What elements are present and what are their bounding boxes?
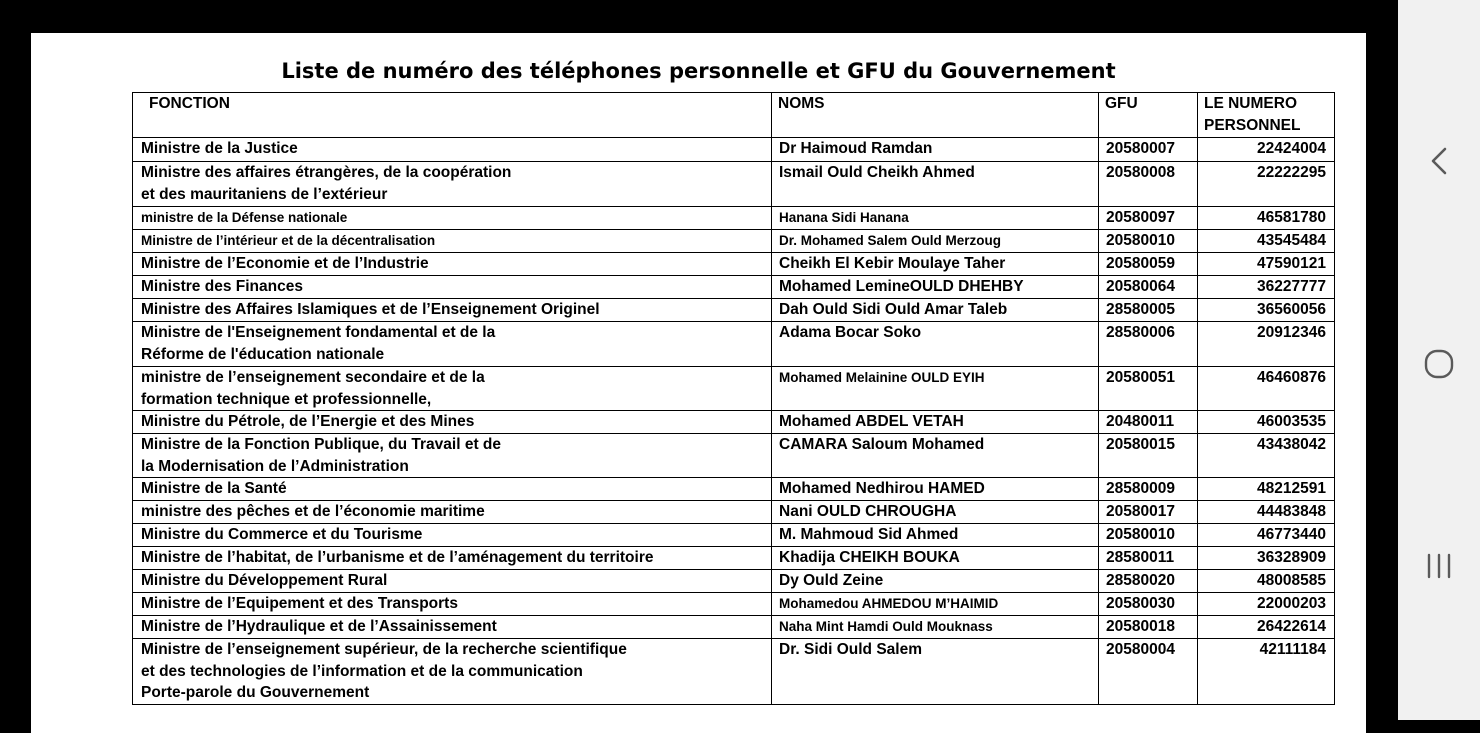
- recents-button[interactable]: [1398, 536, 1480, 596]
- cell-nom: Hanana Sidi Hanana: [772, 207, 1099, 230]
- table-row: [133, 478, 1335, 501]
- cell-nom: Dr. Mohamed Salem Ould Merzoug: [772, 230, 1099, 253]
- cell-numero: 43545484: [1198, 230, 1335, 253]
- table-header-row: [133, 93, 1335, 138]
- cell-fonction: Ministre des Finances: [133, 276, 772, 299]
- cell-nom: Cheikh El Kebir Moulaye Taher: [772, 253, 1099, 276]
- cell-fonction: Ministre de l’intérieur et de la décentralisation: [133, 230, 772, 253]
- header-numero: LE NUMERO PERSONNEL: [1198, 93, 1335, 138]
- chevron-left-icon: [1427, 143, 1451, 179]
- cell-gfu: 20480011: [1099, 411, 1198, 434]
- table-row: [133, 570, 1335, 593]
- cell-gfu: 20580010: [1099, 524, 1198, 547]
- cell-gfu: 20580018: [1099, 616, 1198, 639]
- cell-nom: Dy Ould Zeine: [772, 570, 1099, 593]
- cell-fonction: Ministre des affaires étrangères, de la coopération et des mauritaniens de l’extérieur: [133, 162, 772, 207]
- back-button[interactable]: [1398, 131, 1480, 191]
- cell-fonction: ministre de la Défense nationale: [133, 207, 772, 230]
- cell-gfu: 20580059: [1099, 253, 1198, 276]
- table-row: [133, 367, 1335, 411]
- cell-gfu: 20580015: [1099, 434, 1198, 478]
- cell-gfu: 28580011: [1099, 547, 1198, 570]
- cell-gfu: 20580008: [1099, 162, 1198, 207]
- cell-nom: Dr Haimoud Ramdan: [772, 138, 1099, 162]
- cell-gfu: 28580009: [1099, 478, 1198, 501]
- cell-numero: 44483848: [1198, 501, 1335, 524]
- cell-gfu: 20580017: [1099, 501, 1198, 524]
- cell-fonction: Ministre de l’Hydraulique et de l’Assainissement: [133, 616, 772, 639]
- table-row: [133, 322, 1335, 367]
- cell-gfu: 20580097: [1099, 207, 1198, 230]
- cell-fonction: Ministre du Développement Rural: [133, 570, 772, 593]
- table-row: [133, 639, 1335, 705]
- cell-fonction: Ministre de l'Enseignement fondamental et de la Réforme de l'éducation nationale: [133, 322, 772, 367]
- cell-numero: 36328909: [1198, 547, 1335, 570]
- table-row: [133, 434, 1335, 478]
- cell-nom: Mohamedou AHMEDOU M’HAIMID: [772, 593, 1099, 616]
- table-row: [133, 299, 1335, 322]
- cell-numero: 22424004: [1198, 138, 1335, 162]
- table-row: [133, 593, 1335, 616]
- cell-gfu: 20580007: [1099, 138, 1198, 162]
- cell-fonction: ministre de l’enseignement secondaire et de la formation technique et professionnelle,: [133, 367, 772, 411]
- cell-numero: 48212591: [1198, 478, 1335, 501]
- cell-numero: 36227777: [1198, 276, 1335, 299]
- cell-fonction: Ministre de la Fonction Publique, du Travail et de la Modernisation de l’Administration: [133, 434, 772, 478]
- cell-numero: 47590121: [1198, 253, 1335, 276]
- cell-fonction: Ministre de l’Equipement et des Transports: [133, 593, 772, 616]
- cell-nom: Mohamed Nedhirou HAMED: [772, 478, 1099, 501]
- header-fonction: FONCTION: [133, 93, 772, 138]
- table-row: [133, 207, 1335, 230]
- cell-numero: 43438042: [1198, 434, 1335, 478]
- cell-numero: 46581780: [1198, 207, 1335, 230]
- cell-numero: 26422614: [1198, 616, 1335, 639]
- cell-fonction: Ministre de l’habitat, de l’urbanisme et de l’aménagement du territoire: [133, 547, 772, 570]
- navigation-bar: [1398, 0, 1480, 720]
- cell-nom: Ismail Ould Cheikh Ahmed: [772, 162, 1099, 207]
- cell-gfu: 20580064: [1099, 276, 1198, 299]
- circle-icon: [1423, 348, 1455, 380]
- cell-numero: 46460876: [1198, 367, 1335, 411]
- header-noms: NOMS: [772, 93, 1099, 138]
- cell-fonction: Ministre de la Justice: [133, 138, 772, 162]
- table-row: [133, 411, 1335, 434]
- cell-nom: Mohamed Melainine OULD EYIH: [772, 367, 1099, 411]
- cell-fonction: Ministre de la Santé: [133, 478, 772, 501]
- page-title: Liste de numéro des téléphones personnelle et GFU du Gouvernement: [281, 59, 1116, 83]
- cell-fonction: ministre des pêches et de l’économie maritime: [133, 501, 772, 524]
- table-row: [133, 230, 1335, 253]
- cell-numero: 46773440: [1198, 524, 1335, 547]
- cell-numero: 20912346: [1198, 322, 1335, 367]
- cell-nom: M. Mahmoud Sid Ahmed: [772, 524, 1099, 547]
- cell-gfu: 28580020: [1099, 570, 1198, 593]
- cell-fonction: Ministre du Commerce et du Tourisme: [133, 524, 772, 547]
- table-row: [133, 138, 1335, 162]
- cell-gfu: 20580004: [1099, 639, 1198, 705]
- header-gfu: GFU: [1099, 93, 1198, 138]
- cell-fonction: Ministre de l’enseignement supérieur, de la recherche scientifique et des technologies de l’information et de la communication Porte-parole du Gouvernement: [133, 639, 772, 705]
- contacts-table: [132, 92, 1335, 705]
- cell-numero: 48008585: [1198, 570, 1335, 593]
- cell-gfu: 28580006: [1099, 322, 1198, 367]
- cell-nom: Dr. Sidi Ould Salem: [772, 639, 1099, 705]
- cell-fonction: Ministre de l’Economie et de l’Industrie: [133, 253, 772, 276]
- cell-nom: CAMARA Saloum Mohamed: [772, 434, 1099, 478]
- cell-numero: 42111184: [1198, 639, 1335, 705]
- cell-numero: 22000203: [1198, 593, 1335, 616]
- cell-gfu: 20580051: [1099, 367, 1198, 411]
- cell-numero: 46003535: [1198, 411, 1335, 434]
- table-row: [133, 253, 1335, 276]
- table-row: [133, 501, 1335, 524]
- table-row: [133, 524, 1335, 547]
- cell-numero: 36560056: [1198, 299, 1335, 322]
- home-button[interactable]: [1398, 334, 1480, 394]
- cell-nom: Mohamed ABDEL VETAH: [772, 411, 1099, 434]
- cell-nom: Nani OULD CHROUGHA: [772, 501, 1099, 524]
- cell-nom: Khadija CHEIKH BOUKA: [772, 547, 1099, 570]
- cell-numero: 22222295: [1198, 162, 1335, 207]
- table-row: [133, 616, 1335, 639]
- cell-gfu: 20580030: [1099, 593, 1198, 616]
- document-page: [31, 33, 1366, 733]
- cell-fonction: Ministre du Pétrole, de l’Energie et des Mines: [133, 411, 772, 434]
- cell-nom: Dah Ould Sidi Ould Amar Taleb: [772, 299, 1099, 322]
- cell-gfu: 20580010: [1099, 230, 1198, 253]
- table-row: [133, 276, 1335, 299]
- table-row: [133, 162, 1335, 207]
- cell-fonction: Ministre des Affaires Islamiques et de l’Enseignement Originel: [133, 299, 772, 322]
- cell-gfu: 28580005: [1099, 299, 1198, 322]
- cell-nom: Naha Mint Hamdi Ould Mouknass: [772, 616, 1099, 639]
- recents-icon: [1424, 551, 1454, 581]
- cell-nom: Mohamed LemineOULD DHEHBY: [772, 276, 1099, 299]
- cell-nom: Adama Bocar Soko: [772, 322, 1099, 367]
- table-row: [133, 547, 1335, 570]
